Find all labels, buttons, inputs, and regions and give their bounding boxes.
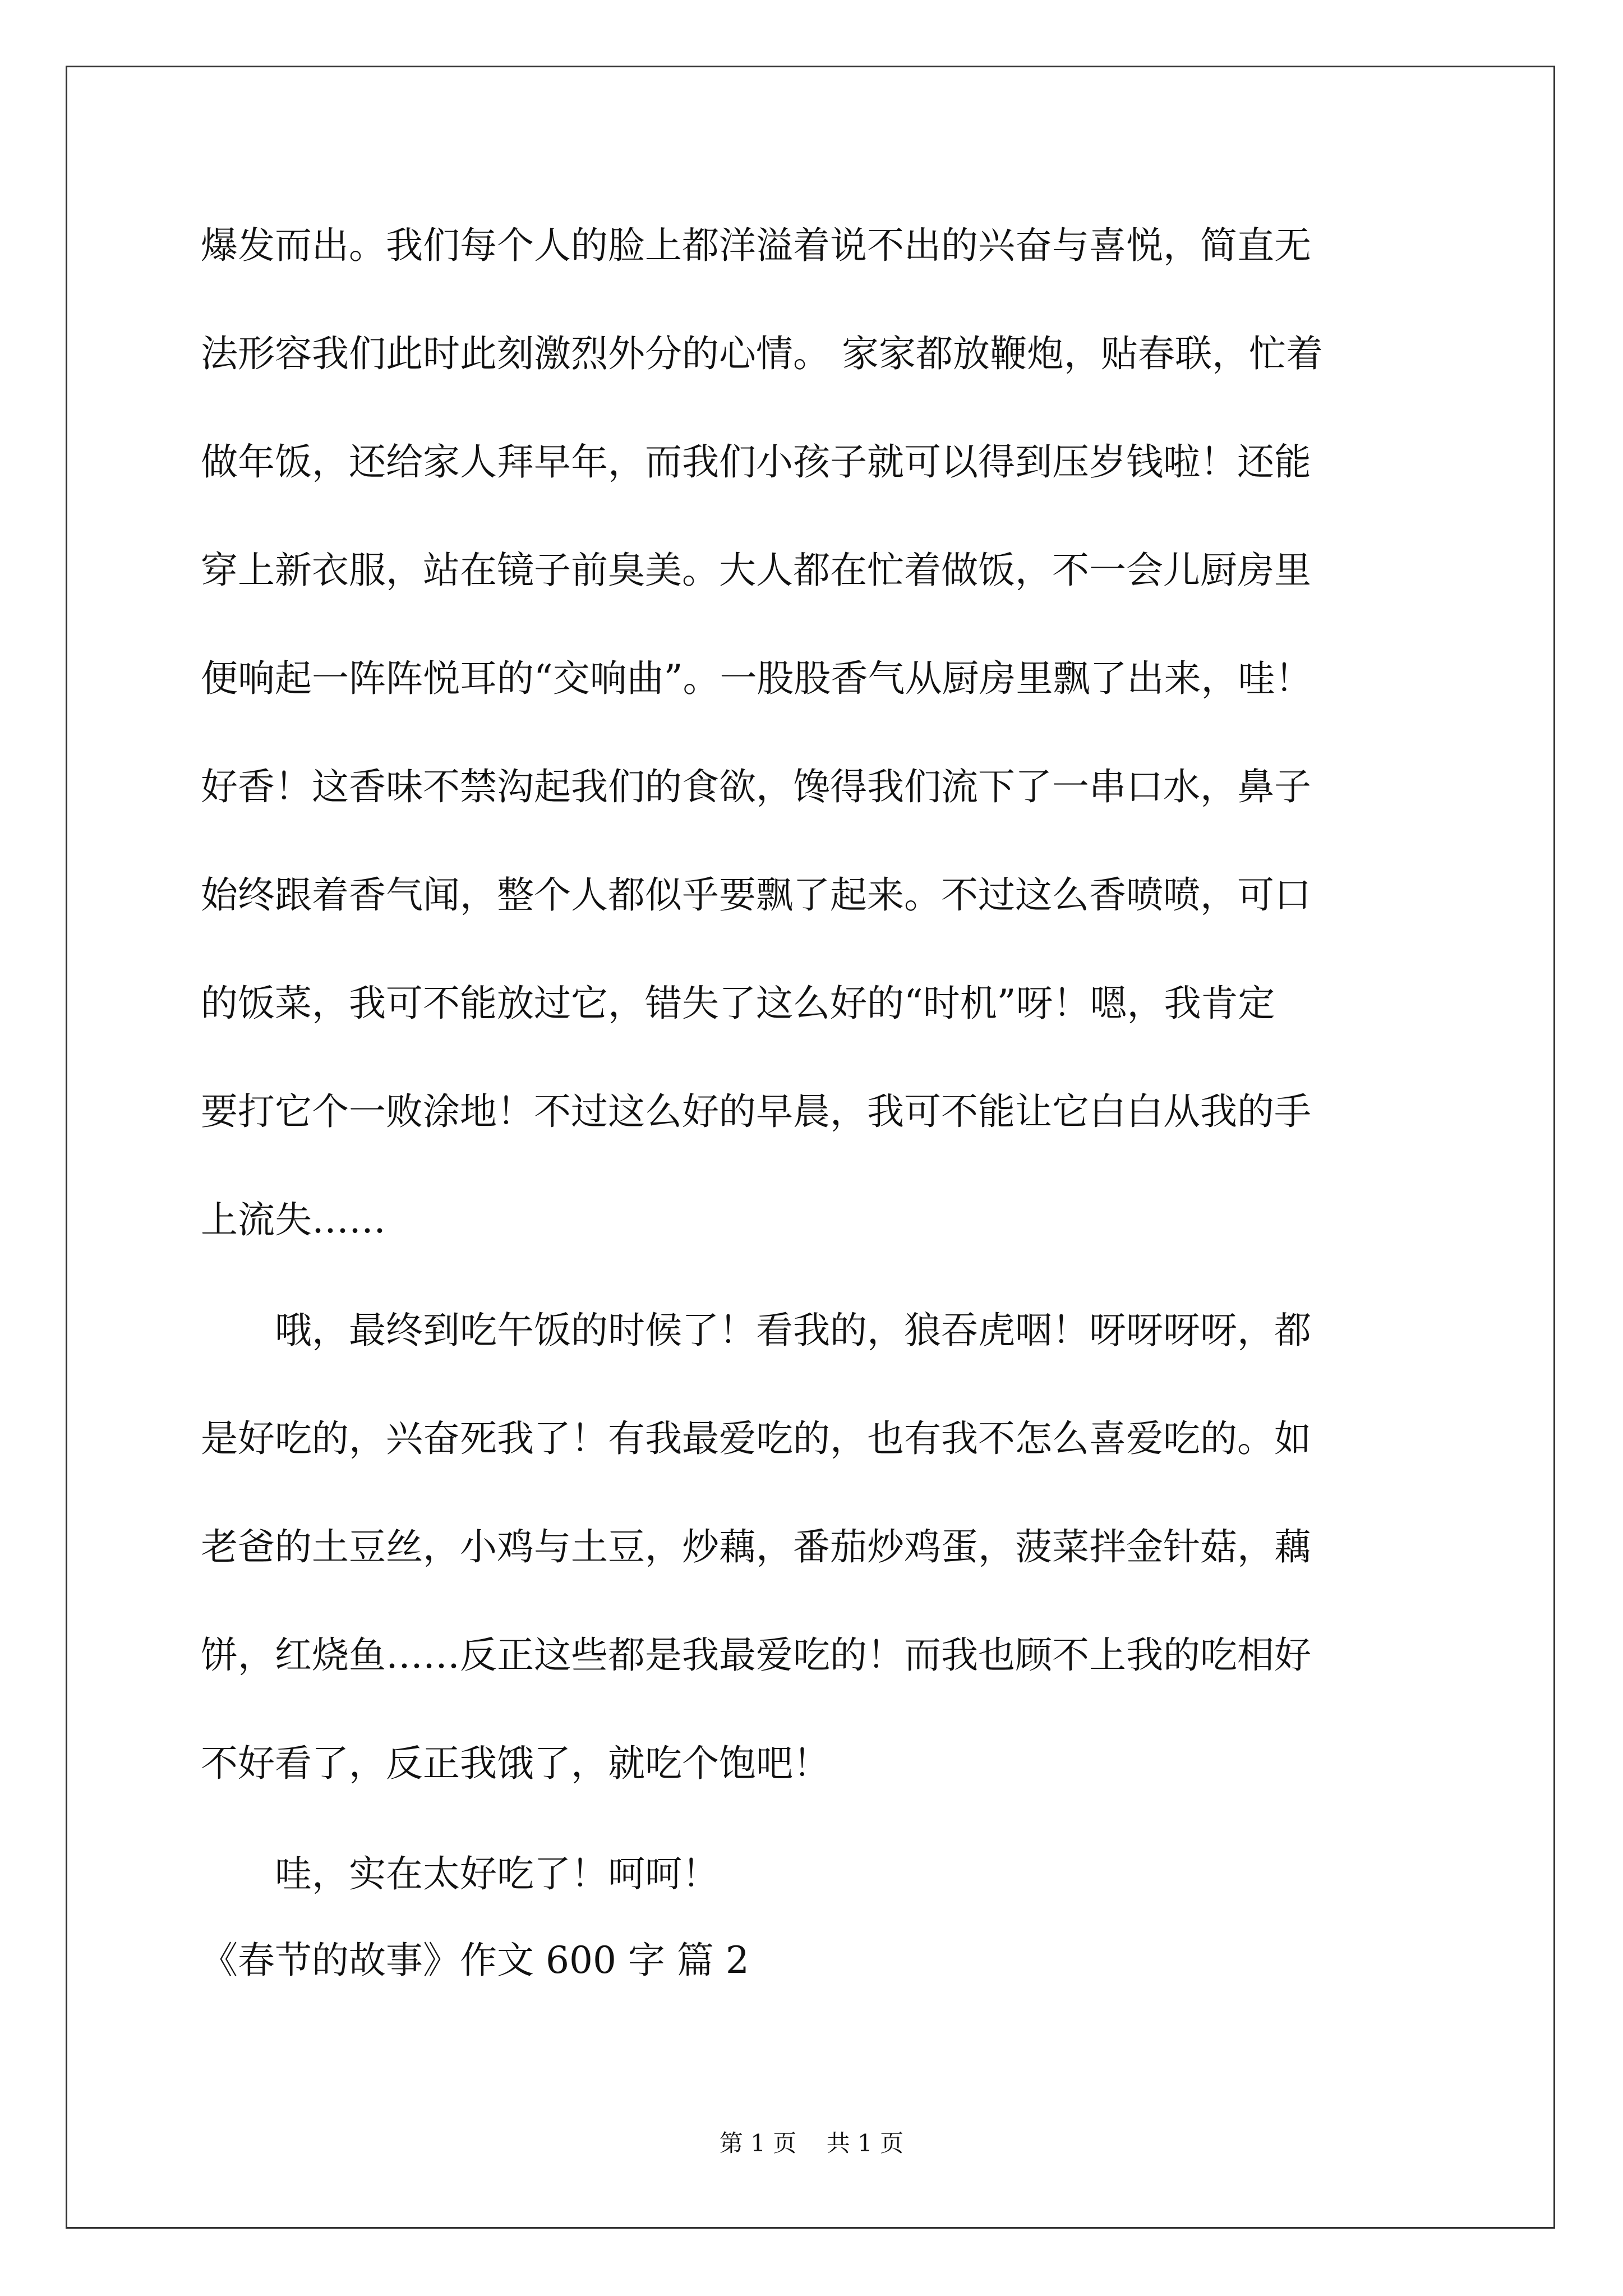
section-heading: 《春节的故事》作文 600 字 篇 2 (201, 1939, 749, 1982)
text-line: 好香！这香味不禁沟起我们的食欲，馋得我们流下了一串口水，鼻子 (201, 765, 1311, 808)
text-line: 穿上新衣服，站在镜子前臭美。大人都在忙着做饭，不一会儿厨房里 (201, 549, 1311, 592)
text-line: 法形容我们此时此刻激烈外分的心情。 家家都放鞭炮，贴春联，忙着 (201, 332, 1323, 375)
text-line: 要打它个一败涂地！不过这么好的早晨，我可不能让它白白从我的手 (201, 1090, 1311, 1133)
page-border (66, 66, 1555, 2229)
text-line: 饼，红烧鱼……反正这些都是我最爱吃的！而我也顾不上我的吃相好 (201, 1634, 1311, 1677)
text-line: 上流失…… (201, 1198, 386, 1241)
text-line: 哦，最终到吃午饭的时候了！看我的，狼吞虎咽！呀呀呀呀，都 (201, 1309, 1311, 1352)
text-line: 便响起一阵阵悦耳的“交响曲”。一股股香气从厨房里飘了出来，哇！ (201, 657, 1312, 700)
text-line: 不好看了，反正我饿了，就吃个饱吧！ (201, 1742, 830, 1785)
text-line: 老爸的土豆丝，小鸡与土豆，炒藕，番茄炒鸡蛋，菠菜拌金针菇，藕 (201, 1525, 1311, 1568)
text-line: 始终跟着香气闻，整个人都似乎要飘了起来。不过这么香喷喷，可口 (201, 873, 1311, 917)
text-line: 爆发而出。我们每个人的脸上都洋溢着说不出的兴奋与喜悦，简直无 (201, 224, 1311, 267)
page-footer: 第 1 页 共 1 页 (719, 2129, 904, 2157)
text-line: 的饭菜，我可不能放过它，错失了这么好的“时机”呀！嗯，我肯定 (201, 982, 1275, 1025)
text-line: 做年饭，还给家人拜早年，而我们小孩子就可以得到压岁钱啦！还能 (201, 440, 1311, 484)
text-line: 哇，实在太好吃了！呵呵！ (201, 1852, 719, 1895)
text-line: 是好吃的，兴奋死我了！有我最爱吃的，也有我不怎么喜爱吃的。如 (201, 1417, 1311, 1460)
